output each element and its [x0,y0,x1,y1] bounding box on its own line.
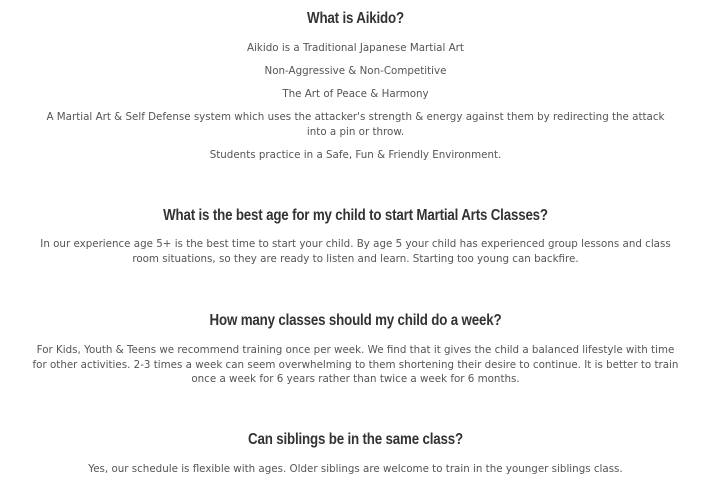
faq-answer-paragraph: In our experience age 5+ is the best time to start your child. By age 5 your child has experienced group lessons and class room situations, so they are ready to listen and learn. Starting too young can backfire. [40,238,671,265]
faq-answer-paragraph: Aikido is a Traditional Japanese Martial Art [247,42,464,54]
faq-classes-per-week [0,311,711,387]
faq-answer-paragraph: Students practice in a Safe, Fun & Friendly Environment. [209,148,502,161]
faq-question-heading: Can siblings be in the same class? [248,431,463,448]
faq-answer-paragraph: Non-Aggressive & Non-Competitive [264,65,447,77]
faq-best-age [0,206,711,266]
faq-answer-paragraph: The Art of Peace & Harmony [282,88,429,100]
faq-question-heading: What is Aikido? [307,10,404,27]
faq-siblings-same-class [0,430,711,477]
faq-question-heading: What is the best age for my child to start Martial Arts Classes? [163,207,548,224]
faq-answer-paragraph: For Kids, Youth & Teens we recommend training once per week. We find that it gives the child a balanced lifestyle with time for other activities. 2-3 times a week can seem overwhelming to them shortening their desire to continue. It is better to train once a week for 6 years rather than twice a week for 6 months. [32,344,679,385]
faq-answer-paragraph: Yes, our schedule is flexible with ages. Older siblings are welcome to train in the younger siblings class. [88,463,623,475]
faq-answer-paragraph: A Martial Art & Self Defense system which uses the attacker's strength & energy against them by redirecting the attack into a pin or throw. [46,111,665,138]
faq-question-heading: How many classes should my child do a week? [209,312,502,329]
faq-what-is-aikido [0,9,711,171]
